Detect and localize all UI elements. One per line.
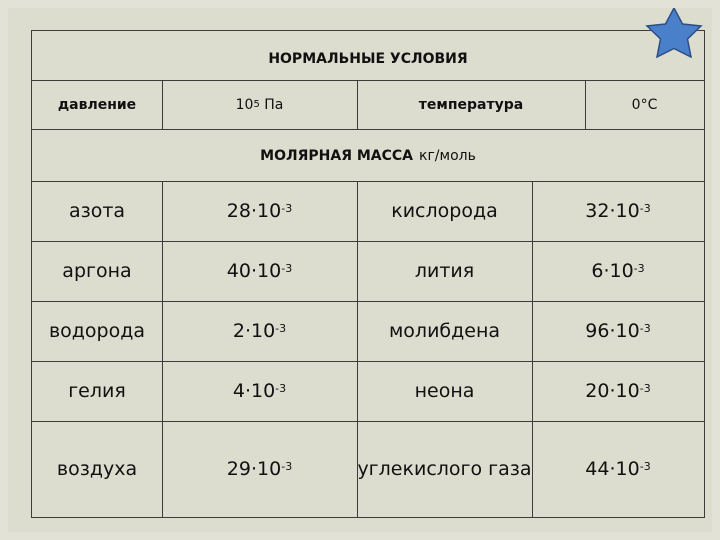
multiply-dot: ·	[609, 320, 616, 342]
slide	[8, 8, 712, 532]
molar-mass-header	[32, 129, 704, 181]
mantissa: 29	[226, 458, 251, 480]
mantissa: 4	[232, 380, 245, 402]
substance-name: воздуха	[56, 458, 138, 480]
molar-mass-value	[162, 181, 357, 241]
molar-mass-value	[162, 421, 357, 517]
substance-name: молибдена	[388, 320, 501, 342]
molar-mass-value	[532, 241, 704, 301]
molar-mass-value	[532, 181, 704, 241]
multiply-dot: ·	[250, 200, 258, 222]
molar-mass-unit: кг/моль	[419, 148, 476, 164]
pressure-label: давление	[57, 96, 137, 113]
exponent: -3	[633, 261, 645, 275]
molar-mass-value	[532, 361, 704, 421]
multiply-dot: ·	[603, 260, 610, 282]
exponent: -3	[281, 201, 293, 215]
multiply-dot: ·	[609, 458, 616, 480]
multiply-dot: ·	[250, 260, 258, 282]
molar-mass-value	[532, 421, 704, 517]
base: 10	[257, 458, 282, 480]
base: 10	[257, 200, 282, 222]
exponent: -3	[639, 201, 651, 215]
mantissa: 96	[585, 320, 610, 342]
substance-name: гелия	[68, 380, 126, 402]
substance-name: кислорода	[391, 200, 498, 222]
pressure-unit: Па	[264, 96, 284, 113]
mantissa: 44	[585, 458, 610, 480]
pressure-exponent: 5	[253, 99, 260, 110]
pressure-value	[162, 80, 357, 129]
substance-name: аргона	[62, 260, 132, 282]
multiply-dot: ·	[244, 380, 251, 402]
exponent: -3	[639, 381, 651, 395]
multiply-dot: ·	[244, 320, 251, 342]
star-icon	[638, 8, 710, 58]
mantissa: 40	[226, 260, 251, 282]
base: 10	[615, 200, 640, 222]
base: 10	[615, 320, 640, 342]
substance-name: водорода	[48, 320, 146, 342]
base: 10	[615, 458, 640, 480]
multiply-dot: ·	[609, 200, 616, 222]
exponent: -3	[639, 459, 651, 473]
molar-mass-value	[162, 361, 357, 421]
base: 10	[609, 260, 634, 282]
exponent: -3	[281, 459, 293, 473]
multiply-dot: ·	[609, 380, 616, 402]
constants-table	[31, 30, 705, 518]
substance-name: лития	[414, 260, 475, 282]
molar-mass-value	[532, 301, 704, 361]
molar-mass-value	[162, 241, 357, 301]
mantissa: 32	[585, 200, 610, 222]
temperature-value: 0°С	[631, 96, 658, 113]
base: 10	[257, 260, 282, 282]
base: 10	[615, 380, 640, 402]
mantissa: 2	[232, 320, 245, 342]
multiply-dot: ·	[250, 458, 258, 480]
substance-name: углекислого газа	[357, 458, 532, 480]
molar-mass-label: МОЛЯРНАЯ МАССА	[260, 148, 413, 164]
pressure-base: 10	[235, 96, 254, 113]
base: 10	[250, 320, 276, 342]
exponent: -3	[281, 261, 293, 275]
base: 10	[250, 380, 276, 402]
molar-mass-value	[162, 301, 357, 361]
substance-name: неона	[414, 380, 475, 402]
exponent: -3	[639, 321, 651, 335]
mantissa: 6	[591, 260, 604, 282]
temperature-label: температура	[418, 96, 524, 113]
table-title: НОРМАЛЬНЫЕ УСЛОВИЯ	[268, 50, 468, 67]
substance-name: азота	[68, 200, 126, 222]
exponent: -3	[275, 381, 287, 395]
mantissa: 20	[585, 380, 610, 402]
mantissa: 28	[226, 200, 251, 222]
exponent: -3	[275, 321, 287, 335]
